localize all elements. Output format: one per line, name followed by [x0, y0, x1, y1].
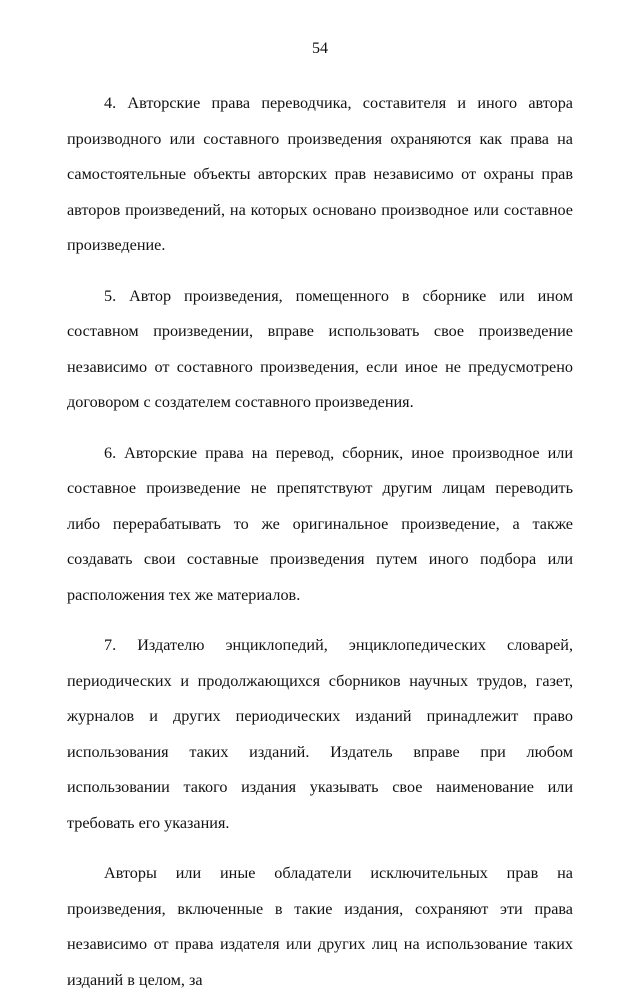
paragraph-item-6: 6. Авторские права на перевод, сборник, иное производное или составное произведение не препятствуют другим лицам переводить либо перерабатывать то же оригинальное произведение, а также создавать свои составные произведения путем иного подбора или расположения тех же материалов. — [67, 443, 573, 604]
paragraph-item-7: 7. Издателю энциклопедий, энциклопедических словарей, периодических и продолжающихся сборников научных трудов, газет, журналов и других периодических изданий принадлежит право использования таких изданий. Издатель вправе при любом использовании такого издания указывать свое наименование или требовать его указания. — [67, 636, 573, 832]
page-number: 54 — [312, 40, 328, 57]
document-body — [67, 86, 573, 998]
paragraph-item-5: 5. Автор произведения, помещенного в сборнике или ином составном произведении, вправе использовать свое произведение независимо от составного произведения, если иное не предусмотрено договором с создателем составного произведения. — [67, 286, 573, 411]
paragraph-item-4: 4. Авторские права переводчика, составителя и иного автора производного или составного произведения охраняются как права на самостоятельные объекты авторских прав независимо от охраны прав авторов произведений, на которых основано производное или составное произведение. — [67, 94, 573, 254]
paragraph-authors-rights: Авторы или иные обладатели исключительных прав на произведения, включенные в такие издания, сохраняют эти права независимо от права издателя или других лиц на использование таких изданий в целом, за — [67, 864, 573, 989]
